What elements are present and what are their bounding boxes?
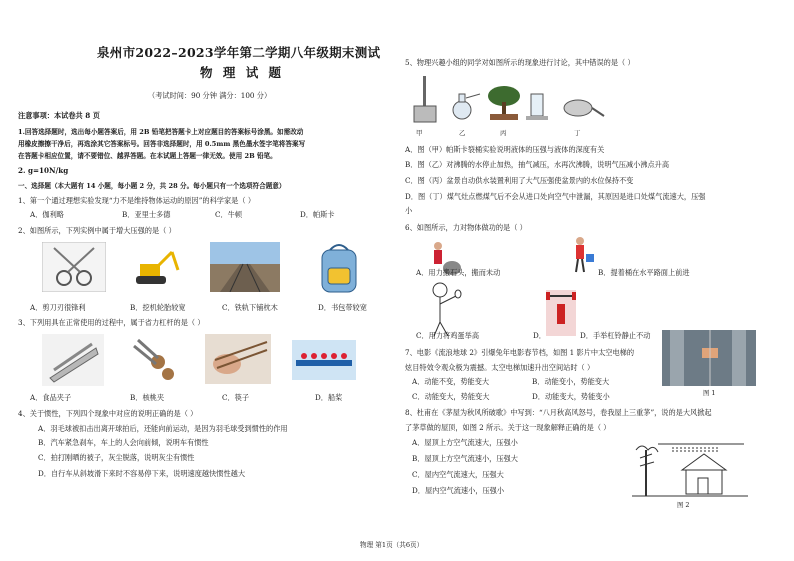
- q6-option-d-letter: D．: [533, 331, 546, 340]
- q2-option-c: C．铁轨下铺枕木: [222, 303, 278, 312]
- q6-option-b: B．提着桶在水平路面上前进: [598, 268, 690, 277]
- q8-stem-line1: 8、杜甫在《茅屋为秋风所破歌》中写到：“八月秋高风怒号，卷我屋上三重茅”，说的是大风掀起: [405, 408, 712, 417]
- water-bottle-image: [524, 92, 550, 122]
- q2-option-a: A．剪刀刃很锋利: [30, 303, 86, 312]
- boiling-flask-image: [446, 90, 482, 122]
- q3-option-a: A．食品夹子: [30, 393, 72, 402]
- q8-option-a: A．屋顶上方空气流速大，压强小: [412, 438, 518, 447]
- q3-option-b: B．核桃夹: [130, 393, 165, 402]
- backpack-image: [316, 240, 362, 294]
- section-heading: 一、选择题（本大题有 14 小题，每小题 2 分，共 28 分。每小题只有一个选项符合题意）: [18, 182, 286, 190]
- pascal-barrel-image: [408, 74, 442, 126]
- fig2-caption: 图 2: [677, 501, 690, 509]
- q5-option-d: D．图（丁）煤气灶点燃煤气后不会从进口处向空气中泄漏，其原因是进口处煤气流速大，压强: [405, 192, 706, 201]
- bonsai-image: [484, 80, 524, 126]
- q4-option-d: D．自行车从斜坡滑下来时不容易停下来，说明速度越快惯性越大: [38, 469, 246, 478]
- q2-stem: 2、如图所示，下列实例中属于增大压强的是（ ）: [18, 226, 176, 235]
- fig-label-bing: 丙: [500, 129, 507, 137]
- q7-stem-line1: 7、电影《流浪地球 2》引爆兔年电影春节档，如图 1 影片中太空电梯的: [405, 348, 635, 357]
- q1-stem: 1、第一个通过理想实验发现“力不是维持物体运动的原因”的科学家是（ ）: [18, 196, 256, 205]
- q6-option-c: C．用力将鸡蛋举高: [416, 331, 480, 340]
- note-line: 2. g=10N/kg: [18, 166, 69, 175]
- q5-stem: 5、物理兴趣小组的同学对如图所示的现象进行讨论，其中错误的是（ ）: [405, 58, 635, 67]
- chopsticks-image: [205, 334, 271, 384]
- q8-option-c: C．屋内空气流速大，压强大: [412, 470, 504, 479]
- q6-option-a: A．用力搬石头，搬而未动: [416, 268, 501, 277]
- fig-label-yi: 乙: [459, 129, 466, 137]
- exam-info: （考试时间：90 分钟 满分：100 分）: [148, 91, 272, 100]
- thatched-house-image: [632, 440, 748, 500]
- q1-option-b: B．亚里士多德: [122, 210, 171, 219]
- note-line: 用橡皮擦擦干净后，再选涂其它答案标号。回答非选择题时，用 0.5mm 黑色墨水签字笔将答案写: [18, 140, 306, 148]
- q1-option-a: A．伽利略: [30, 210, 64, 219]
- paper-subtitle: 物 理 试 题: [200, 65, 285, 80]
- q7-stem-line2: 炫目特效令观众极为震撼。太空电梯加速升出空间站时（ ）: [405, 363, 595, 372]
- notes-heading: 注意事项：本试卷共 8 页: [18, 111, 100, 120]
- q8-option-b: B．屋顶上方空气流速小，压强大: [412, 454, 518, 463]
- carry-bucket-image: [566, 236, 596, 276]
- q7-option-c: C．动能变大，势能变大: [412, 392, 490, 401]
- page-footer: 物理 第1页（共6页）: [360, 541, 424, 549]
- q1-option-d: D．帕斯卡: [300, 210, 335, 219]
- q4-option-b: B．汽车紧急刹车，车上的人会向前倾，说明车有惯性: [38, 438, 209, 447]
- q4-stem: 4、关于惯性，下列四个现象中对应的说明正确的是（ ）: [18, 409, 198, 418]
- food-tongs-image: [42, 334, 104, 386]
- q7-option-a: A．动能不变，势能变大: [412, 377, 490, 386]
- fig1-caption: 图 1: [703, 389, 716, 397]
- q5-option-c: C．图（丙）盆景自动供水装置利用了大气压强使盆景内的水位保持不变: [405, 176, 634, 185]
- q5-option-b: B．图（乙）对沸腾的水停止加热，抽气减压，水再次沸腾，说明气压减小沸点升高: [405, 160, 670, 169]
- q2-option-b: B．挖机轮胎较宽: [130, 303, 186, 312]
- q6-stem: 6、如图所示，力对物体做功的是（ ）: [405, 223, 527, 232]
- q5-option-d-wrap: 小: [405, 206, 413, 215]
- q2-option-d: D．书包带较宽: [318, 303, 367, 312]
- q5-option-a: A．图（甲）帕斯卡裂桶实验说明液体的压强与液体的深度有关: [405, 145, 605, 154]
- space-elevator-image: [662, 330, 756, 386]
- q3-stem: 3、下列用具在正常使用的过程中，属于省力杠杆的是（ ）: [18, 318, 205, 327]
- fig-label-ding: 丁: [574, 129, 581, 137]
- q3-option-d: D．船桨: [315, 393, 343, 402]
- note-line: 1.回答选择题时，选出每小题答案后，用 2B 铅笔把答题卡上对应题目的答案标号涂黑。如需改动: [18, 128, 304, 136]
- gas-stove-image: [556, 92, 606, 122]
- rowing-boat-image: [292, 340, 356, 380]
- q4-option-c: C．拍打刚晒的被子，灰尘脱落，说明灰尘有惯性: [38, 453, 195, 462]
- q1-option-c: C．牛顿: [215, 210, 243, 219]
- q3-option-c: C．筷子: [222, 393, 250, 402]
- railway-image: [210, 242, 280, 292]
- nutcracker-image: [128, 334, 180, 386]
- weightlifter-image: [546, 290, 576, 336]
- scissors-image: [42, 242, 106, 292]
- q8-option-d: D．屋内空气流速小，压强小: [412, 486, 505, 495]
- q7-option-d: D．动能变大，势能变小: [532, 392, 610, 401]
- note-line: 在答题卡相应位置，请不要错位、越界答题。在本试题上答题一律无效。使用 2B 铅笔。: [18, 152, 277, 160]
- paper-title: 泉州市2022–2023学年第二学期八年级期末测试: [97, 45, 381, 60]
- q6-option-d: D．手举杠铃静止不动: [580, 331, 651, 340]
- fig-label-jia: 甲: [416, 129, 423, 137]
- excavator-image: [128, 242, 184, 292]
- q7-option-b: B．动能变小，势能变大: [532, 377, 610, 386]
- q4-option-a: A．羽毛球被扣击出离开球拍后，还能向前运动，是因为羽毛球受到惯性的作用: [38, 424, 288, 433]
- q8-stem-line2: 了茅草做的屋顶，如图 2 所示。关于这一现象解释正确的是（ ）: [405, 423, 611, 432]
